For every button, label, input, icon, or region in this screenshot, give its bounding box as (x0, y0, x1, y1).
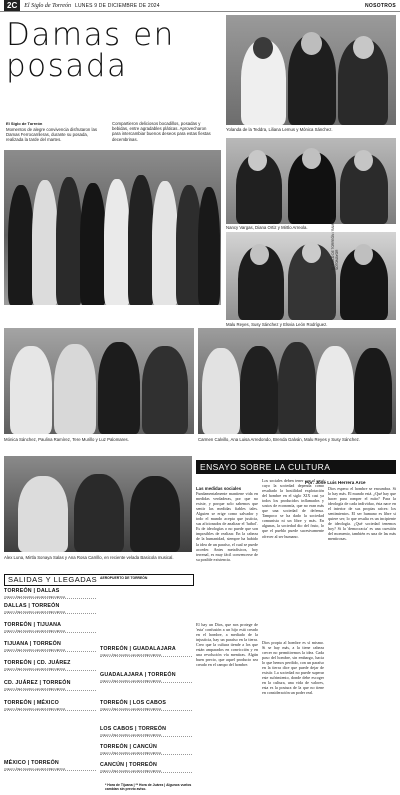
photo-big-group (4, 150, 221, 305)
route-right: TORREÓN | LOS CABOS (100, 700, 167, 706)
page-header (0, 0, 400, 12)
route-left: TORREÓN | TIJUANA (4, 622, 62, 628)
route-left: MÉXICO | TORREÓN (4, 760, 59, 766)
photo-mid-right (226, 138, 396, 224)
photo-credit: EL SIGLO DE TORREÓN / RAMÓN SOTOMAYOR (331, 219, 339, 270)
section-name: NOSOTROS (364, 2, 396, 9)
caption-small-left: Alex Luna, Mirtla Sonaya Salas y Ana Rosa Carrillo, en reciente velada Basicola musical. (4, 555, 174, 560)
article-byline: El Siglo de Torreón (6, 121, 43, 126)
route-right: TORREÓN | GUADALAJARA (100, 646, 176, 652)
essay-column-3: El hay un Dios, que nos protege de 'esta' confusión a un hijo está creado en el hombre, a mediado de la injusticia, hay un paraíso en la tierra. Creo que la cultura tiende a los que están amparados en convicción y en una revolución vía mentiras. Algún buen precio, que aquel producto sea creado en el campo del hombre. (196, 622, 258, 668)
essay-text-1: Fundamentalmente mantiene vida en medidas verdaderas, por que no existe, y porque solo sabemos que sentir las medidas fiables tales. Alguien se erige como salvador y todo el mundo acepta que justicia, sus aficionados de analizar el 'futbol'. Es de ideologías o no puede que son imposibles de realizar. En la cabeza de la humanidad, siempre ha habido la idea de un paraíso, el cual se puede acceder. Antes metafísicos, hoy terrenal, es muy fácil convencerse de su posible existencia. (196, 491, 258, 562)
flights-subtitle: AEROPUERTO DE TORREÓN (100, 576, 148, 580)
route-row: VUELO LÍNEA SALIDA LLEGADA FRECUENCIA (100, 751, 192, 755)
headline-line-2: posada (6, 48, 128, 84)
route-row: VUELO LÍNEA SALIDA LLEGADA FRECUENCIA (100, 733, 192, 737)
caption-bottom-left: Mónica Sánchez, Paulina Ramírez, Tere Murillo y Luz Palomares. (4, 437, 129, 442)
route-row: VUELO LÍNEA SALIDA LLEGADA FRECUENCIA (4, 610, 96, 614)
route-right: TORREÓN | CANCÚN (100, 744, 157, 750)
route-left: TORREÓN | MÉXICO (4, 700, 59, 706)
route-row: VUELO LÍNEA SALIDA LLEGADA FRECUENCIA (4, 767, 96, 771)
essay-title: ENSAYO SOBRE LA CULTURA (196, 460, 396, 474)
route-row: VUELO LÍNEA SALIDA LLEGADA FRECUENCIA (4, 707, 96, 711)
photo-trio-top-right (226, 15, 396, 125)
route-right: GUADALAJARA | TORREÓN (100, 672, 176, 678)
route-row: VUELO LÍNEA SALIDA LLEGADA FRECUENCIA (100, 679, 192, 683)
caption-mid-right: Nancy Vargas, Diana Ortiz y Mirtlo Arreola. (226, 225, 308, 230)
lead-paragraph-1: Momentos de alegre convivencia disfrutaron las Damas Ferrocarrileras, durante su posada, realizada la tarde del martes. (6, 127, 97, 143)
essay-column-4: Dios espera: el hombre se encumbra. Si lo hay más. El mundo está. ¿Qué hay que hacer para romper el mito? Para la ideología de cada individuo, ésta nace en el interior de sus propias raíces: los sentimientos. El ser humano es libre si quiere ser; lo que resulta es un incipiente de ideología. ¿Qué sociedad tenemos hoy? Si la 'democracia' es una cuestión del momento, también es una de las más mentirosas. (328, 486, 396, 542)
route-row: VUELO LÍNEA SALIDA LLEGADA FRECUENCIA (100, 653, 192, 657)
essay-subheading: Las medidas sociales (196, 486, 242, 491)
flights-note: * Hora de Tijuana | ** Hora de Juárez | Algunos vuelos cambian sin previo aviso. (105, 783, 192, 791)
caption-top-right: Yolanda de la Teddra, Liliana Lemus y Mónica Sánchez. (226, 127, 333, 132)
photo-bottom-left (4, 328, 194, 434)
route-row: VUELO LÍNEA SALIDA LLEGADA FRECUENCIA (100, 707, 192, 711)
route-row: VUELO LÍNEA SALIDA LLEGADA FRECUENCIA (100, 769, 192, 773)
route-row: VUELO LÍNEA SALIDA LLEGADA FRECUENCIA (4, 595, 96, 599)
essay-column-5: Dios propia al hombre es sí mismo. Si se hay más, a la tiene cabeza crecer no permitiremos la idea. Cada paso del hombre, sin embargo, hacia lo que hemos perdido, con un paraíso en la tierra dice que puede dejar de existir. La sociedad no puede superar este sufrimiento, donde debe escoger en la cultura, una vida de valores, esta es la postura de la que no tiene en consideración un poder real. (262, 640, 324, 696)
essay-column-1 (196, 486, 258, 562)
caption-mid-right-2: Malu Reyes, Susy Sánchez y Elsvia León Rodríguez. (226, 322, 328, 327)
headline-line-1: Damas en (6, 17, 175, 53)
lead-paragraph-2: Compartieron deliciosos bocadillos, posadas y bebidas, entre agradables pláticas. Aprovecharon para intercambiar buenos deseos para estas fiestas decembrinas. (112, 121, 211, 142)
route-row: VUELO LÍNEA SALIDA LLEGADA FRECUENCIA (4, 648, 96, 652)
route-left: TORREÓN | DALLAS (4, 588, 60, 594)
route-left: TORREÓN | CD. JUÁREZ (4, 660, 71, 666)
photo-bottom-right (198, 328, 396, 434)
route-row: VUELO LÍNEA SALIDA LLEGADA FRECUENCIA (4, 667, 96, 671)
photo-mid-right-2 (226, 232, 396, 320)
route-left: CD. JUÁREZ | TORREÓN (4, 680, 71, 686)
route-left: DALLAS | TORREÓN (4, 603, 60, 609)
photo-small-left (4, 456, 192, 552)
flights-title: SALIDAS Y LLEGADAS (4, 574, 194, 586)
route-left: TIJUANA | TORREÓN (4, 641, 61, 647)
essay-column-2: Los sociales deben tener con el pasó cuyo la sociedad dependa como resultado la hostilidad explotación del hombre en el siglo XIX casi ya todos los producidos inflamados y sostos de economía, que no eran más que una sociedad de defensa. Tampoco se ha dado la sociedad comunista ni un libre y más. En algunas, la sociedad dio del fruto, lo que el pueblo puede sucesivamente ofrecer al ser humano. (262, 478, 324, 539)
issue-date: LUNES 9 DE DICIEMBRE DE 2024 (74, 2, 160, 9)
headline (6, 17, 216, 84)
paper-name: El Siglo de Torreón (24, 2, 71, 9)
caption-bottom-right: Carmen Calvillo, Ana Luisa Arredondo, Brenda Galván, Malu Reyes y Susy Sánchez. (198, 437, 360, 442)
route-right: LOS CABOS | TORREÓN (100, 726, 167, 732)
essay-byline: Por: José Luis Herrera Arce (305, 480, 366, 485)
route-row: VUELO LÍNEA SALIDA LLEGADA FRECUENCIA (4, 629, 96, 633)
route-right: CANCÚN | TORREÓN (100, 762, 157, 768)
page-number: 2C (4, 0, 20, 11)
route-row: VUELO LÍNEA SALIDA LLEGADA FRECUENCIA (4, 687, 96, 691)
